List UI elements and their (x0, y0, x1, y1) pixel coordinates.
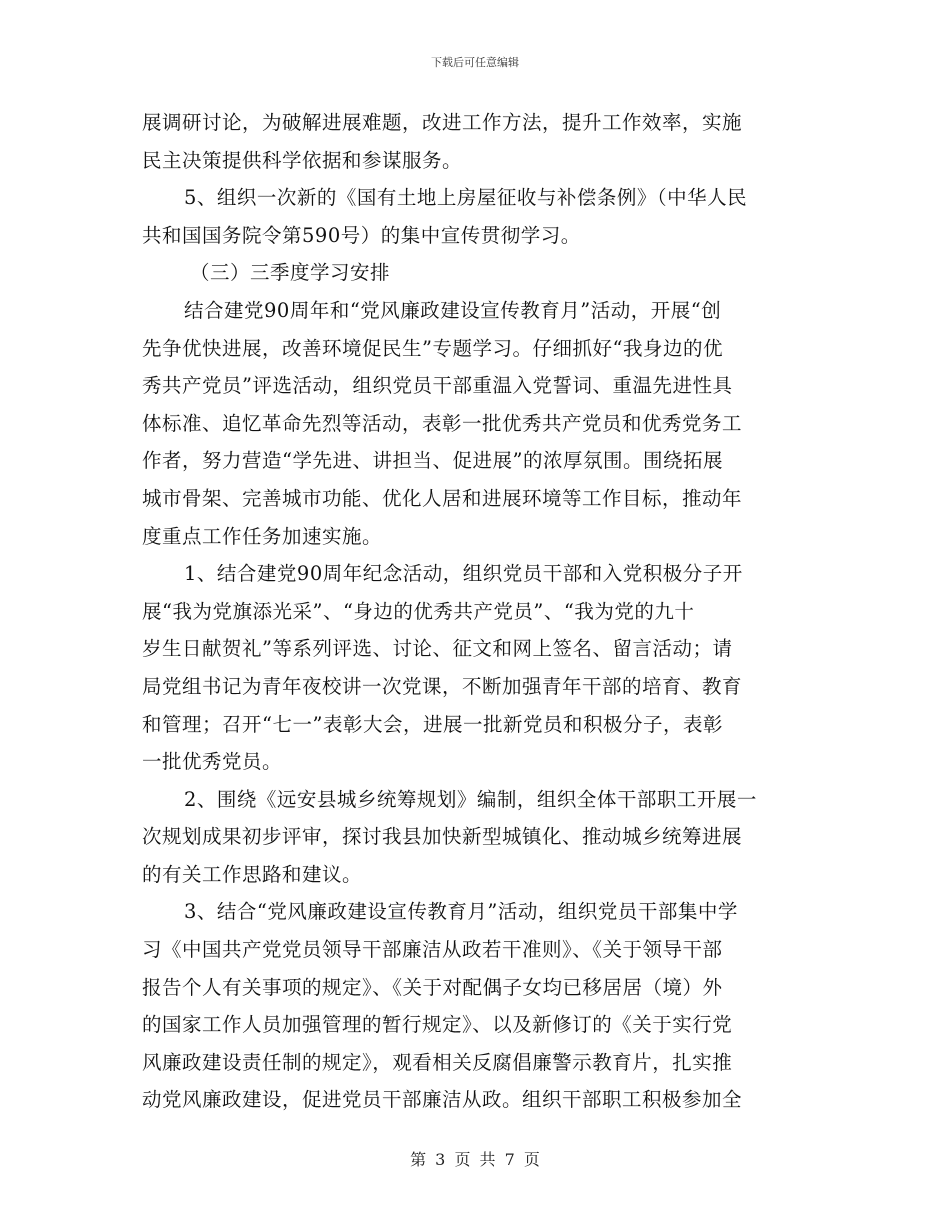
document-body (142, 104, 822, 1119)
page-number: 第 3 页 共 7 页 (410, 1150, 540, 1169)
text-line: 动党风廉政建设，促进党员干部廉洁从政。组织干部职工积极参加全 (142, 1088, 743, 1112)
text-line: 城市骨架、完善城市功能、优化人居和进展环境等工作目标，推动年 (142, 486, 743, 510)
text-line: 的国家工作人员加强管理的暂行规定》、以及新修订的《关于实行党 (142, 1013, 733, 1037)
text-line: 1、结合建党90周年纪念活动，组织党员干部和入党积极分子开 (184, 562, 743, 586)
text-line: 度重点工作任务加速实施。 (142, 524, 383, 548)
page-header: 下载后可任意编辑 (431, 56, 519, 69)
text-line: 秀共产党员”评选活动，组织党员干部重温入党誓词、重温先进性具 (142, 374, 733, 398)
text-line: 先争优快进展，改善环境促民生”专题学习。仔细抓好“我身边的优 (142, 336, 723, 360)
text-line: 作者，努力营造“学先进、讲担当、促进展”的浓厚氛围。围绕拓展 (142, 449, 723, 473)
text-line: 岁生日献贺礼”等系列评选、讨论、征文和网上签名、留言活动；请 (142, 637, 733, 661)
text-line: 习《中国共产党党员领导干部廉洁从政若干准则》、《关于领导干部 (142, 938, 723, 962)
text-line: 报告个人有关事项的规定》、《关于对配偶子女均已移居居（境）外 (142, 975, 723, 999)
text-line: 一批优秀党员。 (142, 750, 283, 774)
text-line: 体标准、追忆革命先烈等活动，表彰一批优秀共产党员和优秀党务工 (142, 411, 743, 435)
text-line: 共和国国务院令第590号）的集中宣传贯彻学习。 (142, 223, 581, 247)
text-line: 和管理；召开“七一”表彰大会，进展一批新党员和积极分子，表彰 (142, 712, 723, 736)
text-line: 5、组织一次新的《国有土地上房屋征收与补偿条例》（中华人民 (184, 186, 748, 210)
text-line: 民主决策提供科学依据和参谋服务。 (142, 148, 463, 172)
text-line: 次规划成果初步评审，探讨我县加快新型城镇化、推动城乡统筹进展 (142, 825, 743, 849)
text-line: 结合建党90周年和“党风廉政建设宣传教育月”活动，开展“创 (184, 298, 722, 322)
text-line: 2、围绕《远安县城乡统筹规划》编制，组织全体干部职工开展一 (184, 787, 757, 811)
text-line: 展“我为党旗添光采”、“身边的优秀共产党员”、“我为党的九十 (142, 599, 695, 623)
text-line: 局党组书记为青年夜校讲一次党课，不断加强青年干部的培育、教育 (142, 674, 743, 698)
text-line: 的有关工作思路和建议。 (142, 862, 363, 886)
section-heading: （三）三季度学习安排 (190, 261, 391, 285)
text-line: 3、结合“党风廉政建设宣传教育月”活动，组织党员干部集中学 (184, 900, 738, 924)
text-line: 展调研讨论，为破解进展难题，改进工作方法，提升工作效率，实施 (142, 111, 743, 134)
text-line: 风廉政建设责任制的规定》，观看相关反腐倡廉警示教育片，扎实推 (142, 1050, 733, 1074)
